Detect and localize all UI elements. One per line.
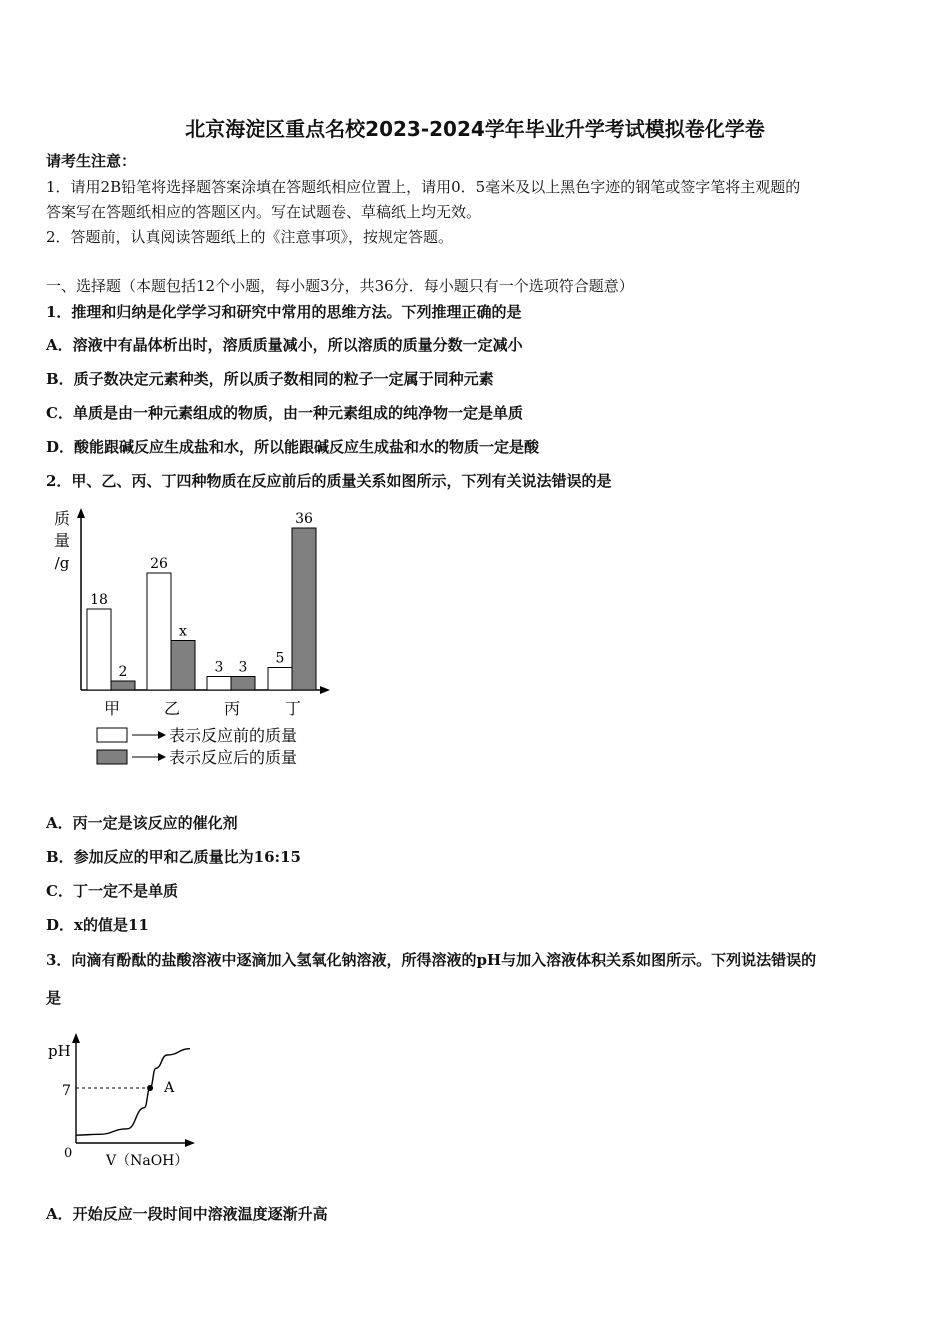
point-a-label: A [164, 1080, 175, 1096]
question-stem: 2．甲、乙、丙、丁四种物质在反应前后的质量关系如图所示，下列有关说法错误的是 [46, 472, 612, 490]
notice-line: 答案写在答题纸相应的答题区内。写在试题卷、草稿纸上均无效。 [46, 203, 482, 221]
y-axis-arrow [72, 1033, 80, 1043]
bar-value-label: 26 [150, 556, 168, 572]
category-label: 乙 [163, 699, 181, 718]
y-tick-label: 7 [62, 1083, 71, 1099]
option-c: C．单质是由一种元素组成的物质，由一种元素组成的纯净物一定是单质 [46, 404, 523, 422]
legend-swatch-before [97, 728, 127, 742]
y-axis-arrow [77, 508, 85, 518]
notice-line: 2．答题前，认真阅读答题纸上的《注意事项》，按规定答题。 [46, 228, 454, 246]
page-title: 北京海淀区重点名校2023-2024学年毕业升学考试模拟卷化学卷 [185, 117, 765, 141]
point-a [147, 1085, 153, 1091]
legend-swatch-after [97, 750, 127, 764]
bar-before [207, 677, 231, 691]
origin-label: 0 [64, 1146, 73, 1161]
legend-label: 表示反应前的质量 [169, 726, 298, 745]
category-label: 丁 [284, 699, 302, 718]
option-d: D．x的值是11 [46, 916, 149, 934]
notice-line: 1．请用2B铅笔将选择题答案涂填在答题纸相应位置上，请用0．5毫米及以上黑色字迹的钢笔或签字笔将主观题的 [46, 178, 801, 196]
section-heading: 一、选择题（本题包括12个小题，每小题3分，共36分．每小题只有一个选项符合题意） [46, 277, 634, 295]
ph-curve-chart [40, 1025, 210, 1175]
bar-value-label: 2 [118, 664, 128, 680]
x-axis-arrow [185, 1139, 195, 1147]
option-a: A．溶液中有晶体析出时，溶质质量减小，所以溶质的质量分数一定减小 [46, 336, 523, 354]
y-axis-label: 质 [53, 509, 71, 528]
x-axis-label: V（NaOH） [106, 1153, 189, 1169]
bar-value-label: 18 [90, 592, 108, 608]
category-label: 甲 [103, 699, 121, 718]
bar-after [111, 681, 135, 690]
option-b: B．质子数决定元素种类，所以质子数相同的粒子一定属于同种元素 [46, 370, 494, 388]
legend-arrow-head [158, 753, 166, 761]
bar-value-label: 36 [295, 511, 313, 527]
bar-before [147, 573, 171, 690]
y-axis-label: /g [54, 554, 70, 572]
option-d: D．酸能跟碱反应生成盐和水，所以能跟碱反应生成盐和水的物质一定是酸 [46, 438, 540, 456]
legend-arrow-head [158, 731, 166, 739]
bar-before [268, 668, 292, 691]
bar-before [87, 609, 111, 690]
bar-value-label: 3 [214, 659, 224, 676]
notice-heading: 请考生注意： [46, 152, 137, 170]
bar-value-label: 5 [275, 650, 285, 667]
option-c: C．丁一定不是单质 [46, 882, 178, 900]
legend-label: 表示反应后的质量 [169, 748, 298, 767]
option-a: A．开始反应一段时间中溶液温度逐渐升高 [46, 1205, 328, 1223]
category-label: 丙 [223, 699, 241, 718]
y-axis-label: 量 [53, 531, 71, 550]
option-b: B．参加反应的甲和乙质量比为16:15 [46, 848, 301, 866]
question-stem: 1．推理和归纳是化学学习和研究中常用的思维方法。下列推理正确的是 [46, 303, 522, 321]
x-axis-arrow [320, 686, 330, 694]
bar-after [292, 528, 316, 690]
option-a: A．丙一定是该反应的催化剂 [46, 814, 238, 832]
bar-after [171, 641, 195, 691]
question-stem-cont: 是 [46, 989, 62, 1007]
bar-value-label: 3 [238, 659, 248, 676]
mass-bar-chart [40, 498, 360, 783]
question-stem: 3．向滴有酚酞的盐酸溶液中逐滴加入氢氧化钠溶液，所得溶液的pH与加入溶液体积关系如图所示。下列说法错误的 [46, 951, 817, 969]
y-axis-label: pH [48, 1042, 71, 1060]
bar-value-label: x [179, 623, 187, 640]
bar-after [231, 677, 255, 691]
